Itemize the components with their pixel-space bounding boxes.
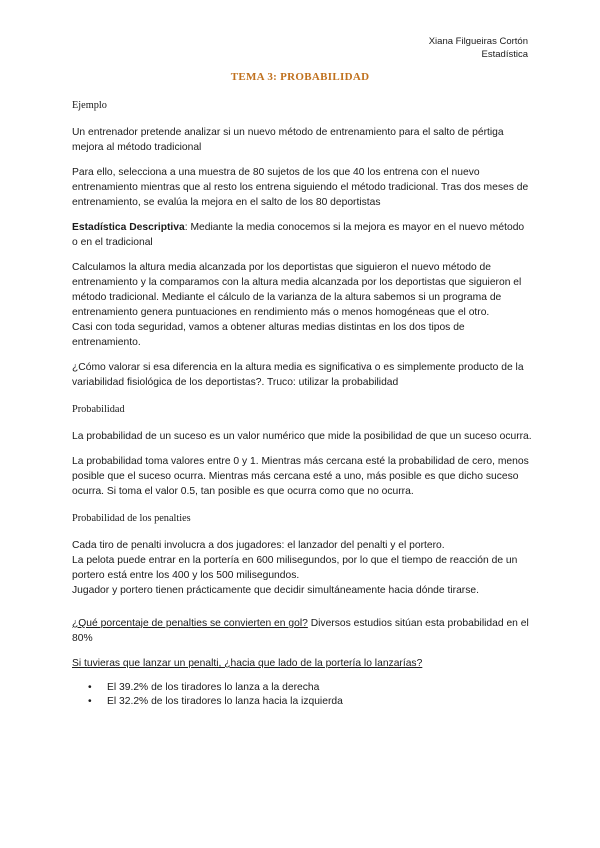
- paragraph: Calculamos la altura media alcanzada por los deportistas que siguieron el nuevo método de entrenamiento y la comparamos con la altura media alcanzada por los deportistas que siguieron el método tradicional. Mediante el cálculo de la varianza de la altura sabemos si un programa de entrenamiento genera puntuaciones en rendimiento más o menos homogéneas que el otro.: [72, 262, 522, 318]
- paragraph-text: : Mediante la media conocemos si la mejora es mayor en el nuevo método o en el tradicional: [72, 222, 525, 248]
- bullet-icon: •: [88, 696, 92, 707]
- paragraph: La probabilidad de un suceso es un valor numérico que mide la posibilidad de que un suceso ocurra.: [72, 431, 532, 442]
- subject-name: Estadística: [481, 49, 528, 60]
- document-body: [72, 98, 532, 709]
- underlined-question: ¿Qué porcentaje de penalties se convierten en gol?: [72, 618, 308, 629]
- paragraph: Un entrenador pretende analizar si un nuevo método de entrenamiento para el salto de pértiga mejora al método tradicional: [72, 127, 504, 153]
- paragraph: ¿Cómo valorar si esa diferencia en la altura media es significativa o es simplemente producto de la variabilidad fisiológica de los deportistas?. Truco: utilizar la probabilidad: [72, 362, 524, 388]
- list-item: [88, 695, 532, 709]
- bold-term: Estadística Descriptiva: [72, 222, 185, 233]
- paragraph: La probabilidad toma valores entre 0 y 1. Mientras más cercana esté la probabilidad de cero, menos posible que el suceso ocurra. Mientras más cercana esté a uno, más posible es que dicho suceso ocurra. Si toma el valor 0.5, tan posible es que ocurra como que no ocurra.: [72, 456, 529, 497]
- paragraph-text: Diversos estudios sitúan esta probabilidad en el 80%: [72, 618, 529, 644]
- page-header: [429, 35, 528, 61]
- document-title: TEMA 3: PROBABILIDAD: [230, 71, 370, 83]
- list-item-text: El 32.2% de los tiradores lo lanza hacia la izquierda: [107, 696, 343, 707]
- paragraph-descriptiva: [72, 220, 532, 250]
- section-heading-probabilidad: Probabilidad: [72, 404, 125, 415]
- paragraph-question-goal: [72, 616, 532, 646]
- paragraph: Cada tiro de penalti involucra a dos jugadores: el lanzador del penalti y el portero.: [72, 540, 445, 551]
- bullet-list: [72, 681, 532, 709]
- author-name: Xiana Filgueiras Cortón: [428, 36, 528, 47]
- paragraph: Jugador y portero tienen prácticamente que decidir simultáneamente hacia dónde tirarse.: [72, 585, 479, 596]
- bullet-icon: •: [88, 682, 92, 693]
- paragraph: Para ello, selecciona a una muestra de 80 sujetos de los que 40 los entrena con el nuevo entrenamiento mientras que al resto los entrena siguiendo el método tradicional. Tras dos meses de entrenamiento, se evalúa la mejora en el salto de los 80 deportistas: [72, 167, 529, 208]
- section-heading-penalties: Probabilidad de los penalties: [72, 513, 191, 524]
- list-item-text: El 39.2% de los tiradores lo lanza a la derecha: [107, 682, 320, 693]
- list-item: [88, 681, 532, 695]
- paragraph: La pelota puede entrar en la portería en 600 milisegundos, por lo que el tiempo de reacción de un portero está entre los 400 y los 500 milisegundos.: [72, 555, 518, 581]
- section-heading-ejemplo: Ejemplo: [72, 100, 107, 111]
- underlined-question: Si tuvieras que lanzar un penalti, ¿hacia que lado de la portería lo lanzarías?: [72, 658, 423, 669]
- paragraph-question-side: [72, 656, 532, 671]
- paragraph: Casi con toda seguridad, vamos a obtener alturas medias distintas en los dos tipos de entrenamiento.: [72, 322, 465, 348]
